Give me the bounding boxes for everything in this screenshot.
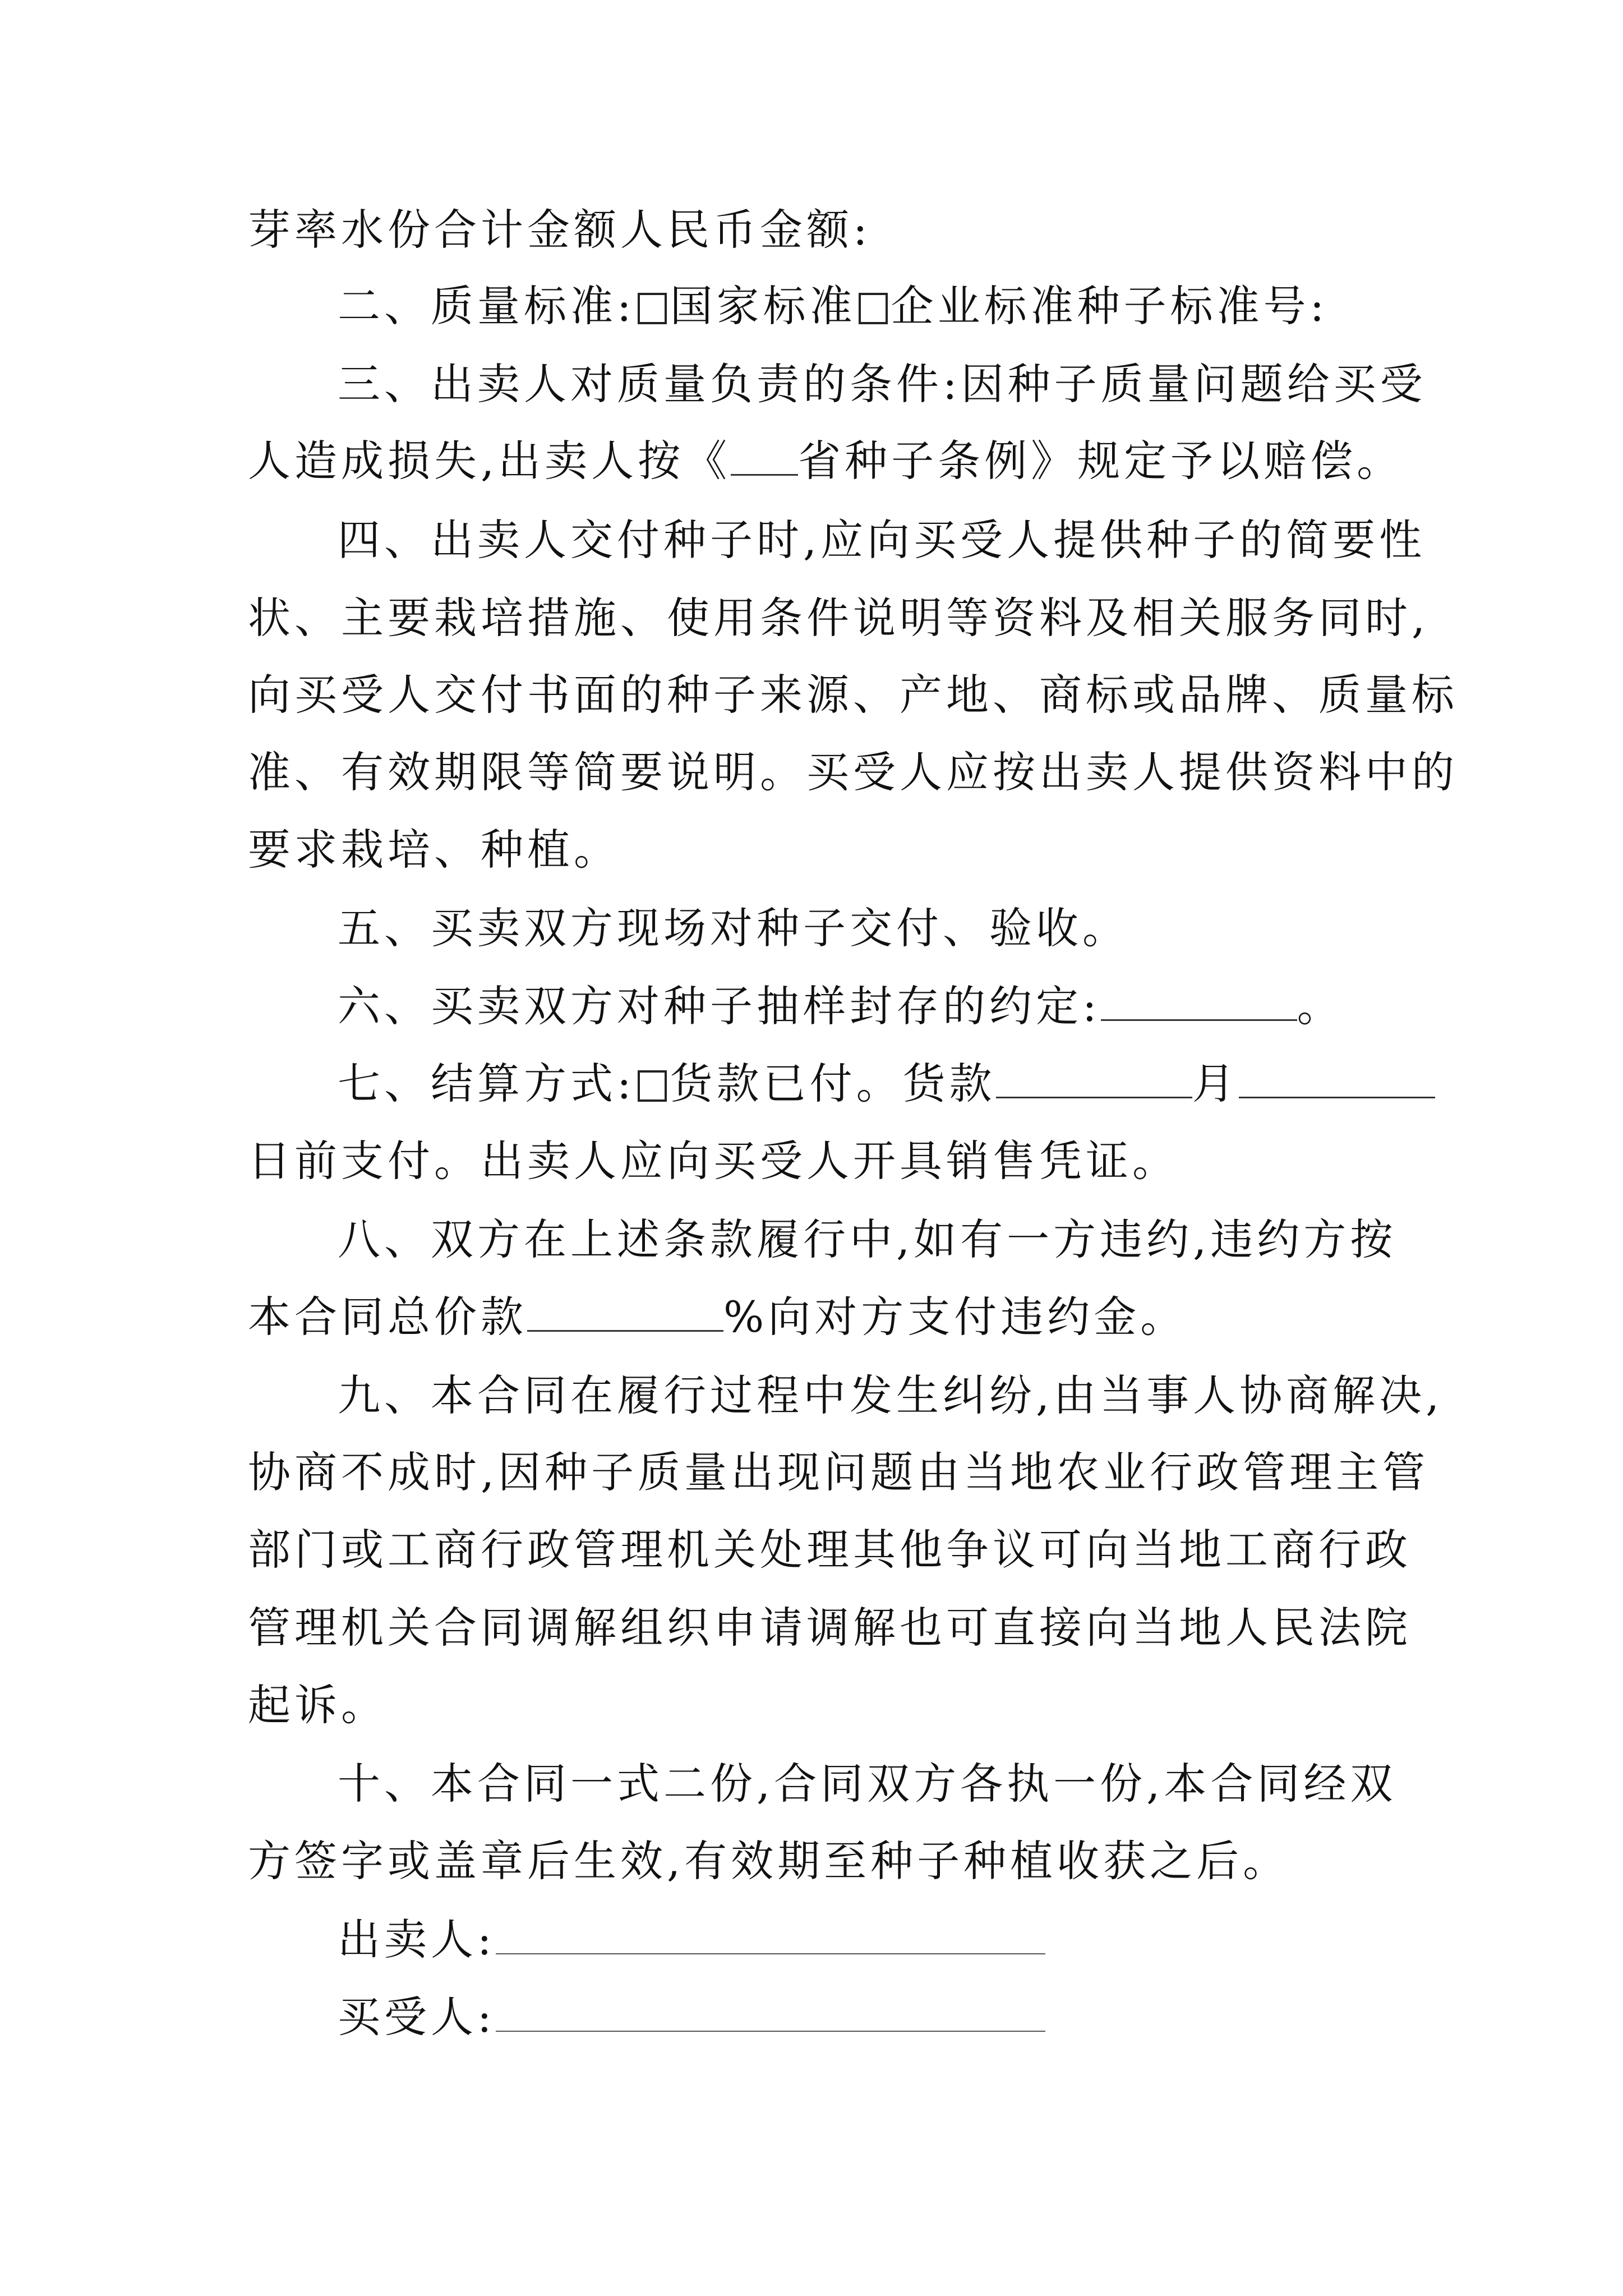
seller-signature-line bbox=[338, 1912, 1392, 1968]
payment-day-blank[interactable] bbox=[1239, 1063, 1435, 1098]
payment-paid-checkbox[interactable] bbox=[638, 1070, 667, 1102]
clause-4-text-4: 准、有效期限等简要说明。买受人应按出卖人提供资料中的 bbox=[248, 747, 1458, 797]
clause-9-line-5 bbox=[248, 1677, 1392, 1733]
seller-signature-field[interactable] bbox=[496, 1920, 1045, 1954]
clause-9-line-2 bbox=[248, 1444, 1430, 1501]
clause-4-line-4 bbox=[248, 744, 1458, 800]
clause-7-text-2: 日前支付。出卖人应向买受人开具销售凭证。 bbox=[248, 1136, 1179, 1186]
clause-3-line-1 bbox=[338, 356, 1427, 412]
clause-4-text-5: 要求栽培、种植。 bbox=[248, 825, 620, 875]
seller-label: 出卖人: bbox=[338, 1915, 496, 1964]
month-label: 月 bbox=[1192, 1059, 1239, 1108]
clause-4-line-5 bbox=[248, 822, 1392, 878]
clause-6 bbox=[338, 978, 1392, 1034]
province-blank[interactable] bbox=[731, 440, 798, 476]
clause-6-period: 。 bbox=[1297, 981, 1344, 1031]
clause-7-label: 七、结算方式: bbox=[338, 1059, 635, 1108]
clause-10-line-1 bbox=[338, 1756, 1397, 1812]
buyer-signature-line bbox=[338, 1989, 1392, 2045]
clause-3-text-1: 三、出卖人对质量负责的条件:因种子质量问题给买受 bbox=[338, 359, 1427, 409]
clause-3-text-2b: 省种子条例》规定予以赔偿。 bbox=[798, 436, 1404, 486]
clause-5-text: 五、买卖双方现场对种子交付、验收。 bbox=[338, 903, 1129, 953]
national-standard-checkbox[interactable] bbox=[638, 293, 667, 324]
clause-8-text-2a: 本合同总价款 bbox=[248, 1292, 527, 1342]
clause-9-text-2: 协商不成时,因种子质量出现问题由当地农业行政管理主管 bbox=[248, 1447, 1430, 1497]
clause-4-text-2: 状、主要栽培措施、使用条件说明等资料及相关服务同时, bbox=[248, 593, 1430, 643]
clause-9-text-1: 九、本合同在履行过程中发生纠纷,由当事人协商解决, bbox=[338, 1370, 1444, 1420]
clause-9-text-3: 部门或工商行政管理机关处理其他争议可向当地工商行政 bbox=[248, 1525, 1412, 1575]
clause-8-line-2 bbox=[248, 1289, 1392, 1345]
buyer-label: 买受人: bbox=[338, 1992, 496, 2042]
clause-4-text-1: 四、出卖人交付种子时,应向买受人提供种子的简要性 bbox=[338, 515, 1426, 565]
clause-9-text-4: 管理机关合同调解组织申请调解也可直接向当地人民法院 bbox=[248, 1603, 1412, 1653]
clause-2 bbox=[338, 278, 1392, 334]
sealing-agreement-blank[interactable] bbox=[1101, 986, 1297, 1021]
clause-8-text-2b: %向对方支付违约金。 bbox=[723, 1292, 1187, 1342]
clause-3-text-2a: 人造成损失,出卖人按《 bbox=[248, 436, 731, 486]
clause-4-line-2 bbox=[248, 590, 1430, 646]
clause-9-line-3 bbox=[248, 1522, 1412, 1578]
payment-month-blank[interactable] bbox=[996, 1063, 1192, 1098]
clause-6-text: 六、买卖双方对种子抽样封存的约定: bbox=[338, 981, 1101, 1031]
clause-4-text-3: 向买受人交付书面的种子来源、产地、商标或品牌、质量标 bbox=[248, 670, 1458, 720]
enterprise-standard-checkbox[interactable] bbox=[859, 293, 888, 324]
goods-amount-line bbox=[248, 202, 1392, 258]
goods-amount-text: 芽率水份合计金额人民币金额: bbox=[248, 205, 872, 255]
clause-5 bbox=[338, 900, 1392, 956]
clause-10-line-2 bbox=[248, 1833, 1392, 1889]
clause-9-text-5: 起诉。 bbox=[248, 1680, 388, 1730]
clause-9-line-1 bbox=[338, 1368, 1444, 1424]
payment-paid-label: 货款已付。货款 bbox=[670, 1059, 996, 1108]
buyer-signature-field[interactable] bbox=[496, 1997, 1045, 2032]
penalty-percent-blank[interactable] bbox=[527, 1296, 723, 1332]
clause-8-text-1: 八、双方在上述条款履行中,如有一方违约,违约方按 bbox=[338, 1214, 1397, 1264]
clause-10-text-2: 方签字或盖章后生效,有效期至种子种植收获之后。 bbox=[248, 1836, 1290, 1886]
clause-2-label: 二、质量标准: bbox=[338, 281, 635, 331]
enterprise-standard-label: 企业标准种子标准号: bbox=[891, 281, 1329, 331]
clause-7-line-2 bbox=[248, 1133, 1392, 1189]
clause-8-line-1 bbox=[338, 1212, 1397, 1268]
clause-10-text-1: 十、本合同一式二份,合同双方各执一份,本合同经双 bbox=[338, 1759, 1397, 1809]
clause-7-line-1 bbox=[338, 1056, 1392, 1112]
clause-9-line-4 bbox=[248, 1600, 1412, 1656]
clause-4-line-3 bbox=[248, 667, 1458, 723]
clause-3-line-2 bbox=[248, 433, 1404, 489]
national-standard-label: 国家标准 bbox=[670, 281, 856, 331]
clause-4-line-1 bbox=[338, 512, 1426, 568]
